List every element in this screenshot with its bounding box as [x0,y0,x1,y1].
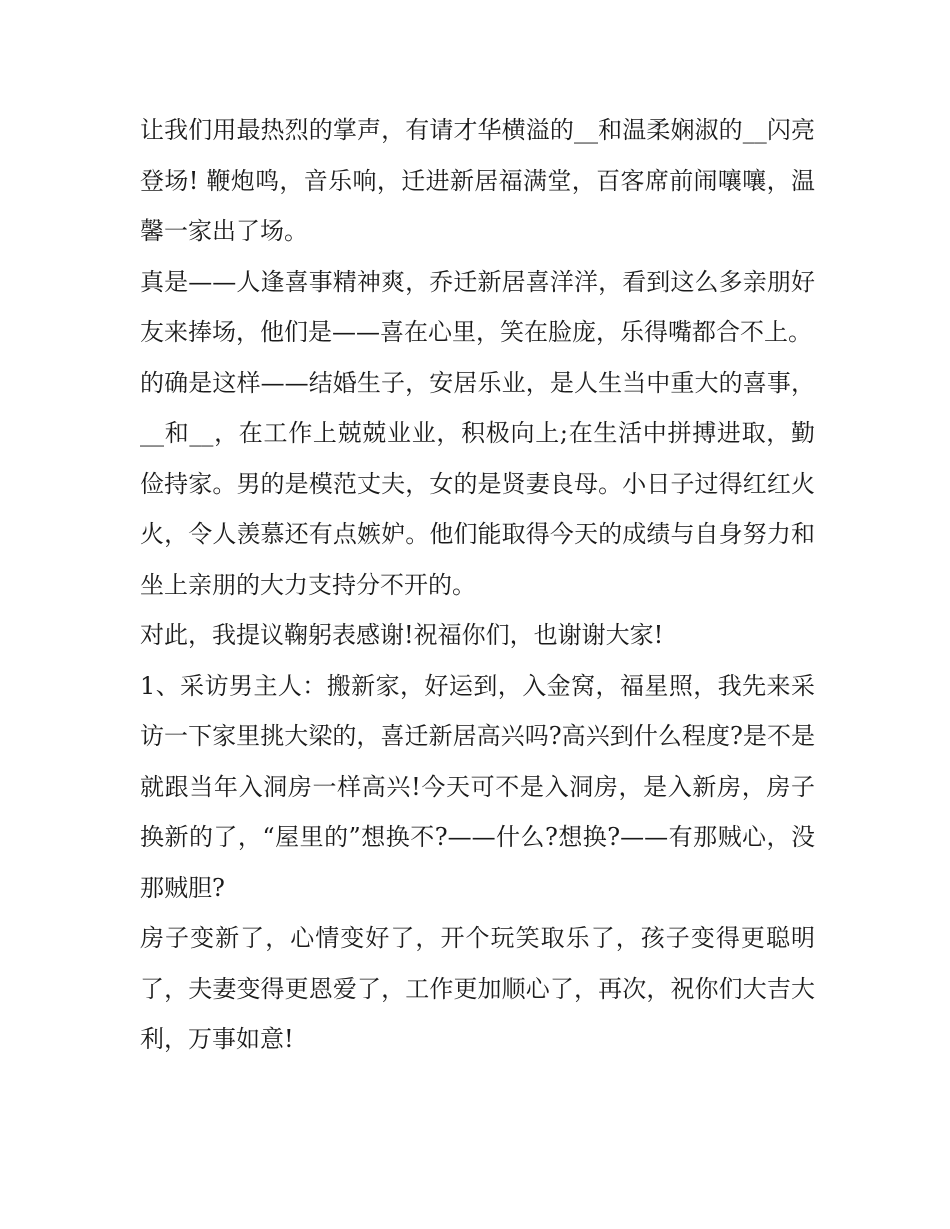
paragraph-1: 让我们用最热烈的掌声，有请才华横溢的__和温柔娴淑的__闪亮登场! 鞭炮鸣，音乐响，迁进新居福满堂，百客席前闹嚷嚷，温馨一家出了场。 [140,116,815,245]
paragraph-6: 房子变新了，心情变好了，开个玩笑取乐了，孩子变得更聪明了，夫妻变得更恩爱了，工作更加顺心了，再次，祝你们大吉大利，万事如意! [140,924,815,1053]
paragraph-2: 真是——人逢喜事精神爽，乔迁新居喜洋洋，看到这么多亲朋好友来捧场，他们是——喜在心里，笑在脸庞，乐得嘴都合不上。 [140,267,815,346]
paragraph-3: 的确是这样——结婚生子，安居乐业，是人生当中重大的喜事，__和__，在工作上兢兢业业，积极向上;在生活中拼搏进取，勤俭持家。男的是模范丈夫，女的是贤妻良母。小日子过得红红火火，令人羡慕还有点嫉妒。他们能取得今天的成绩与自身努力和坐上亲朋的大力支持分不开的。 [140,368,815,599]
document-body [140,105,815,1065]
paragraph-4: 对此，我提议鞠躬表感谢!祝福你们，也谢谢大家! [140,621,664,649]
paragraph-5: 1、采访男主人：搬新家，好运到，入金窝，福星照，我先来采访一下家里挑大梁的，喜迁新居高兴吗?高兴到什么程度?是不是就跟当年入洞房一样高兴!今天可不是入洞房，是入新房，房子换新的了，“屋里的”想换不?——什么?想换?——有那贼心，没那贼胆? [140,671,815,902]
